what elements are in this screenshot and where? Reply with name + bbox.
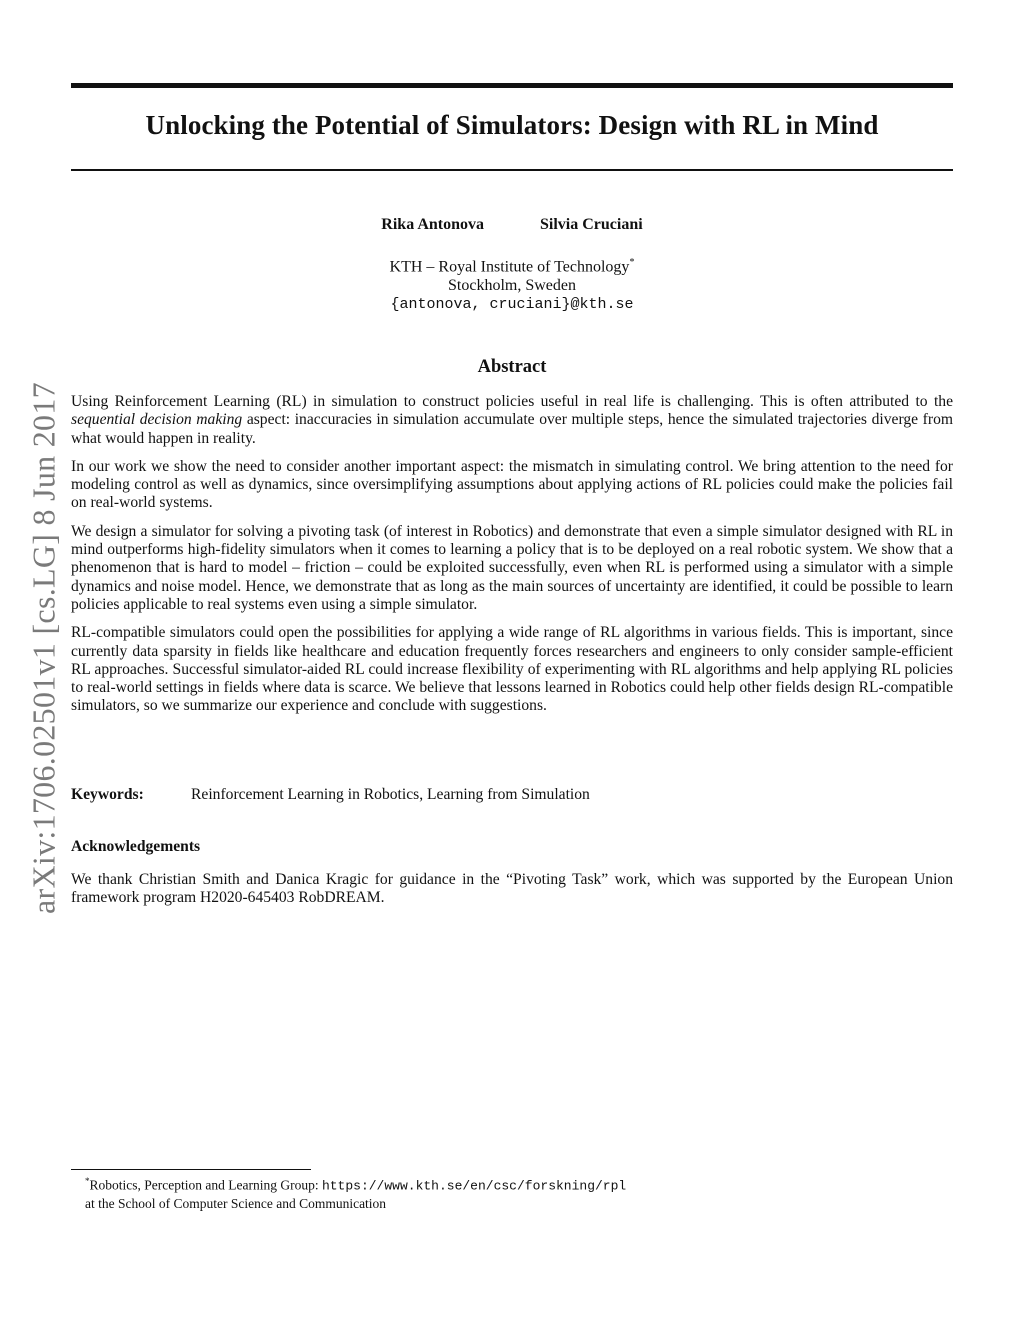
affiliation-institution: KTH – Royal Institute of Technology: [389, 258, 630, 276]
keywords-value: Reinforcement Learning in Robotics, Learning from Simulation: [191, 786, 590, 803]
footnote-rule: [71, 1169, 311, 1170]
author-list: [71, 216, 953, 234]
author-email: {antonova, cruciani}@kth.se: [390, 296, 634, 314]
abstract-paragraph: [71, 393, 953, 448]
footnote-marker: *: [629, 257, 635, 268]
title-top-rule: [71, 83, 953, 88]
abstract-text: Using Reinforcement Learning (RL) in simulation to construct policies useful in real life is challenging. This is often attributed to the: [71, 393, 953, 410]
affiliation-line: [71, 253, 953, 276]
abstract-paragraph: In our work we show the need to consider another important aspect: the mismatch in simulating control. We bring attention to the need for modeling control as well as dynamics, since oversimplifying assumptions about applying actions of RL policies could make the policies fail on real-world systems.: [71, 457, 953, 512]
footnote-line: [85, 1173, 945, 1195]
abstract-heading: Abstract: [477, 357, 547, 377]
footnote: [85, 1173, 945, 1212]
keywords-label: Keywords:: [71, 786, 144, 803]
author-name: Silvia Cruciani: [540, 216, 643, 233]
footnote-text: Robotics, Perception and Learning Group:: [89, 1177, 322, 1193]
acknowledgements-text: We thank Christian Smith and Danica Kragic for guidance in the “Pivoting Task” work, which was supported by the European Union framework program H2020-645403 RobDREAM.: [71, 871, 953, 907]
footnote-url-link[interactable]: https://www.kth.se/en/csc/forskning/rpl: [321, 1178, 627, 1194]
arxiv-identifier-stamp: arXiv:1706.02501v1 [cs.LG] 8 Jun 2017: [25, 382, 62, 914]
affiliation-block: [71, 253, 953, 314]
abstract-paragraph: We design a simulator for solving a pivoting task (of interest in Robotics) and demonstrate that even a simple simulator designed with RL in mind outperforms high-fidelity simulators when it comes to learning a policy that is to be deployed on a real robotic system. We show that a phenomenon that is hard to model – friction – could be exploited successfully, even when RL is performed using a simulator with a simple dynamics and noise model. Hence, we demonstrate that as long as the main sources of uncertainty are identified, it could be possible to learn policies applicable to real systems even using a simple simulator.: [71, 522, 953, 613]
abstract-text: aspect: inaccuracies in simulation accumulate over multiple steps, hence the simulated trajectories diverge from what would happen in reality.: [71, 411, 953, 447]
author-name: Rika Antonova: [381, 216, 484, 233]
abstract-body: [71, 393, 953, 726]
paper-title: Unlocking the Potential of Simulators: Design with RL in Mind: [145, 110, 879, 140]
acknowledgements-heading: Acknowledgements: [71, 838, 201, 855]
abstract-paragraph: RL-compatible simulators could open the possibilities for applying a wide range of RL algorithms in various fields. This is important, since currently data sparsity in fields like healthcare and education frequently forces researchers and engineers to only consider sample-efficient RL approaches. Successful simulator-aided RL could increase flexibility of experimenting with RL algorithms and help applying RL policies to real-world settings in fields where data is scarce. We believe that lessons learned in Robotics could help other fields design RL-compatible simulators, so we summarize our experience and conclude with suggestions.: [71, 624, 953, 715]
title-bottom-rule: [71, 169, 953, 171]
footnote-marker: *: [85, 1176, 90, 1186]
footnote-line: at the School of Computer Science and Communication: [85, 1195, 387, 1211]
abstract-emphasis: sequential decision making: [71, 411, 243, 429]
affiliation-location: Stockholm, Sweden: [448, 277, 576, 295]
keywords-row: [71, 786, 953, 804]
